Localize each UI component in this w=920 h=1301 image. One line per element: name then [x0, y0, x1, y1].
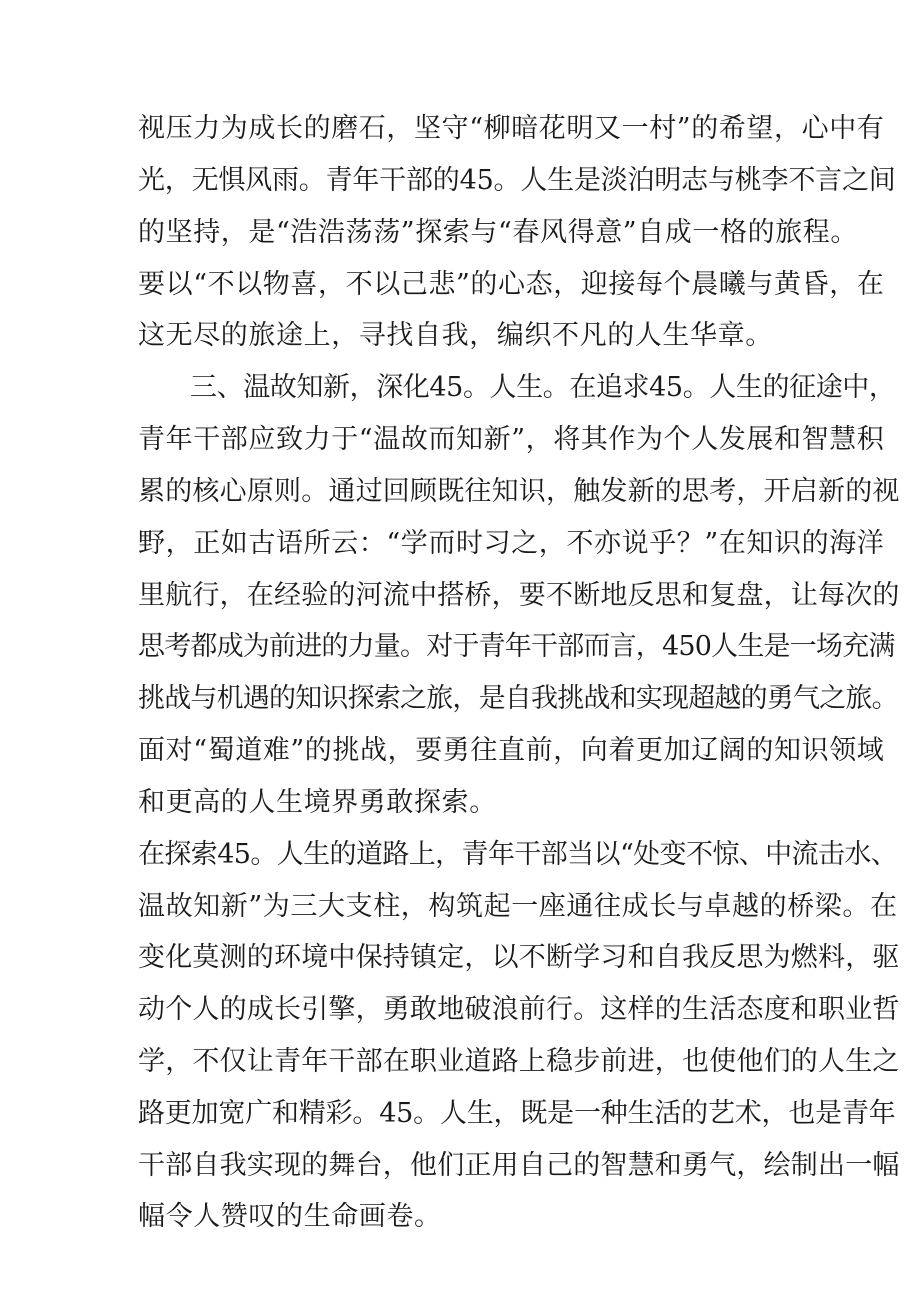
text-line: 和更高的人生境界勇敢探索。 — [138, 787, 497, 818]
text-line: 学，不仅让青年干部在职业道路上稳步前进，也使他们的人生之 — [138, 1046, 900, 1077]
text-line: 面对“蜀道难”的挑战，要勇往直前，向着更加辽阔的知识领域 — [138, 735, 885, 766]
text-line: 变化莫测的环境中保持镇定，以不断学习和自我反思为燃料，驱 — [138, 942, 900, 973]
text-line: 干部自我实现的舞台，他们正用自己的智慧和勇气，绘制出一幅 — [138, 1150, 900, 1181]
text-line: 累的核心原则。通过回顾既往知识，触发新的思考，开启新的视 — [138, 476, 900, 507]
text-line: 在探索45。人生的道路上，青年干部当以“处变不惊、中流击水、 — [138, 839, 898, 870]
text-line: 青年干部应致力于“温故而知新”，将其作为个人发展和智慧积 — [138, 424, 885, 455]
text-line: 野，正如古语所云：“学而时习之，不亦说乎？”在知识的海洋 — [138, 528, 885, 559]
text-line: 挑战与机遇的知识探索之旅，是自我挑战和实现超越的勇气之旅。 — [138, 683, 898, 714]
text-line: 要以“不以物喜，不以己悲”的心态，迎接每个晨曦与黄昏，在 — [138, 269, 885, 300]
text-line: 视压力为成长的磨石，坚守“柳暗花明又一村”的希望，心中有 — [138, 113, 885, 144]
text-line: 思考都成为前进的力量。对于青年干部而言，450人生是一场充满 — [138, 631, 895, 662]
text-line: 的坚持，是“浩浩荡荡”探索与“春风得意”自成一格的旅程。 — [138, 217, 859, 248]
section-heading-line: 三、温故知新，深化45。人生。在追求45。人生的征途中， — [190, 372, 896, 403]
text-line: 这无尽的旅途上，寻找自我，编织不凡的人生华章。 — [138, 320, 773, 351]
text-line: 幅令人赞叹的生命画卷。 — [138, 1201, 442, 1232]
text-line: 路更加宽广和精彩。45。人生，既是一种生活的艺术，也是青年 — [138, 1098, 896, 1129]
text-line: 温故知新”为三大支柱，构筑起一座通往成长与卓越的桥梁。在 — [138, 891, 898, 922]
text-line: 光，无惧风雨。青年干部的45。人生是淡泊明志与桃李不言之间 — [138, 165, 896, 196]
text-line: 动个人的成长引擎，勇敢地破浪前行。这样的生活态度和职业哲 — [138, 994, 900, 1025]
text-line: 里航行，在经验的河流中搭桥，要不断地反思和复盘，让每次的 — [138, 580, 900, 611]
